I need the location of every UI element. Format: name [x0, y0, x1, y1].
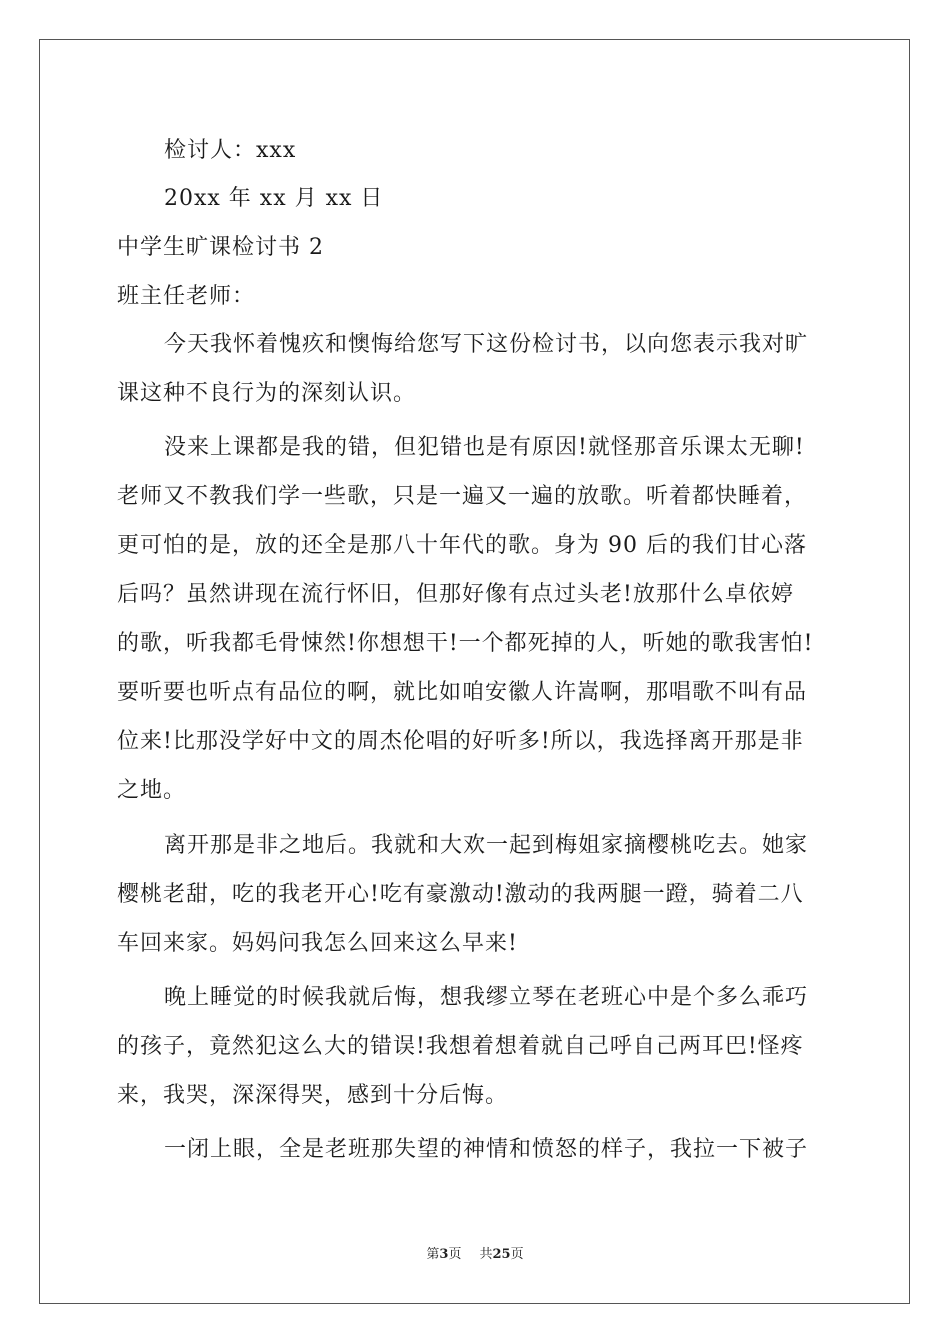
paragraph-line: 的孩子，竟然犯这么大的错误!我想着想着就自己呼自己两耳巴!怪疼 — [117, 1034, 804, 1059]
page-number: 3 — [439, 1247, 449, 1262]
paragraph-line: 没来上课都是我的错，但犯错也是有原因!就怪那音乐课太无聊! — [164, 435, 805, 460]
date-line: 20xx 年 xx 月 xx 日 — [164, 186, 384, 211]
total-pages: 25 — [492, 1247, 511, 1262]
paragraph-line: 更可怕的是，放的还全是那八十年代的歌。身为 90 后的我们甘心落 — [117, 533, 807, 558]
paragraph-line: 车回来家。妈妈问我怎么回来这么早来! — [117, 931, 518, 956]
paragraph-line: 离开那是非之地后。我就和大欢一起到梅姐家摘樱桃吃去。她家 — [164, 833, 809, 858]
salutation: 班主任老师： — [117, 284, 256, 309]
paragraph-line: 晚上睡觉的时候我就后悔，想我缪立琴在老班心中是个多么乖巧 — [164, 985, 809, 1010]
page-prefix: 第 — [426, 1247, 440, 1262]
page-footer — [0, 1246, 950, 1264]
signer-line: 检讨人：xxx — [164, 138, 297, 163]
page-border — [39, 39, 910, 1304]
paragraph-line: 课这种不良行为的深刻认识。 — [117, 381, 417, 406]
paragraph-line: 一闭上眼，全是老班那失望的神情和愤怒的样子，我拉一下被子 — [164, 1137, 809, 1162]
paragraph-line: 今天我怀着愧疚和懊悔给您写下这份检讨书，以向您表示我对旷 — [164, 332, 809, 357]
total-suffix: 页 — [510, 1247, 524, 1262]
paragraph-line: 位来!比那没学好中文的周杰伦唱的好听多!所以，我选择离开那是非 — [117, 729, 804, 754]
paragraph-line: 老师又不教我们学一些歌，只是一遍又一遍的放歌。听着都快睡着， — [117, 484, 808, 509]
paragraph-line: 后吗？虽然讲现在流行怀旧，但那好像有点过头老!放那什么卓依婷 — [117, 582, 794, 607]
paragraph-line: 要听要也听点有品位的啊，就比如咱安徽人许嵩啊，那唱歌不叫有品 — [117, 680, 808, 705]
paragraph-line: 来，我哭，深深得哭，感到十分后悔。 — [117, 1083, 509, 1108]
paragraph-line: 的歌，听我都毛骨悚然!你想想干!一个都死掉的人，听她的歌我害怕! — [117, 631, 814, 656]
paragraph-line: 之地。 — [117, 778, 187, 803]
total-prefix: 共 — [479, 1247, 493, 1262]
section-title: 中学生旷课检讨书 2 — [117, 235, 324, 260]
paragraph-line: 樱桃老甜，吃的我老开心!吃有豪激动!激动的我两腿一蹬，骑着二八 — [117, 882, 804, 907]
page-suffix: 页 — [448, 1247, 462, 1262]
